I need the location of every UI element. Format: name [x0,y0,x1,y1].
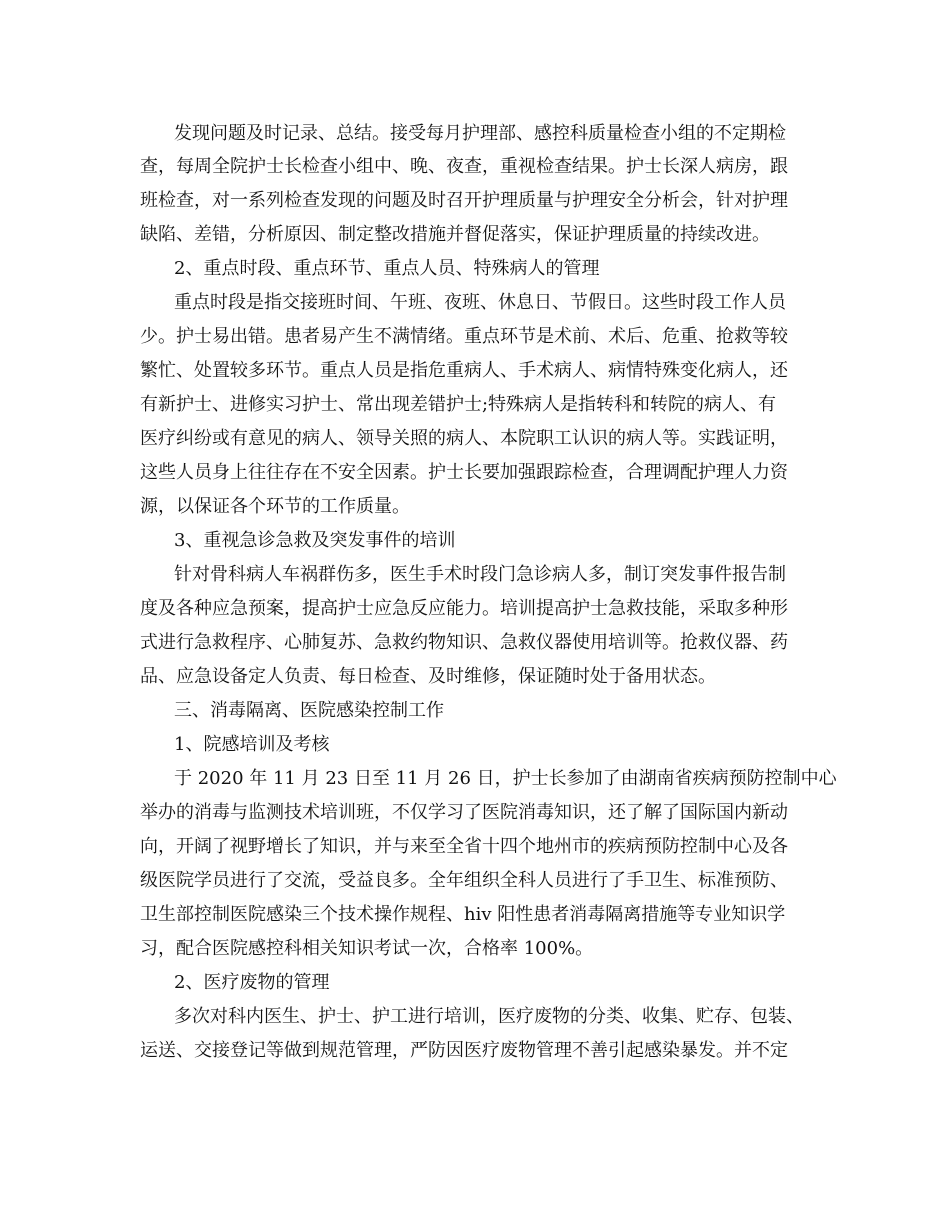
section-heading: 3、重视急诊急救及突发事件的培训 [174,530,456,551]
text-line: 针对骨科病人车祸群伤多，医生手术时段门急诊病人多，制订突发事件报告制 [174,564,786,585]
text-line: 繁忙、处置较多环节。重点人员是指危重病人、手术病人、病情特殊变化病人，还 [140,360,788,381]
text-line: 查，每周全院护士长检查小组中、晚、夜查，重视检查结果。护士长深人病房，跟 [140,156,788,177]
text-line: 级医院学员进行了交流，受益良多。全年组织全科人员进行了手卫生、标准预防、 [140,870,788,891]
section-heading: 2、重点时段、重点环节、重点人员、特殊病人的管理 [174,258,600,279]
text-line: 重点时段是指交接班时间、午班、夜班、休息日、节假日。这些时段工作人员 [174,292,786,313]
text-line: 这些人员身上往往存在不安全因素。护士长要加强跟踪检查，合理调配护理人力资 [140,462,788,483]
text-line: 班检查，对一系列检查发现的问题及时召开护理质量与护理安全分析会，针对护理 [140,190,788,211]
text-line: 向，开阔了视野增长了知识，并与来至全省十四个地州市的疾病预防控制中心及各 [140,836,788,857]
section-heading: 1、院感培训及考核 [174,734,330,755]
text-line: 运送、交接登记等做到规范管理，严防因医疗废物管理不善引起感染暴发。并不定 [140,1040,788,1061]
chapter-heading: 三、消毒隔离、医院感染控制工作 [174,700,444,721]
text-line: 举办的消毒与监测技术培训班，不仅学习了医院消毒知识，还了解了国际国内新动 [140,802,788,823]
text-line: 有新护士、进修实习护士、常出现差错护士;特殊病人是指转科和转院的病人、有 [140,394,777,415]
text-line: 卫生部控制医院感染三个技术操作规程、hiv 阳性患者消毒隔离措施等专业知识学 [140,904,786,925]
text-line: 式进行急救程序、心肺复苏、急救约物知识、急救仪器使用培训等。抢救仪器、药 [140,632,788,653]
text-line: 于 2020 年 11 月 23 日至 11 月 26 日，护士长参加了由湖南省疾病预防控制中心 [174,768,837,789]
text-line: 习，配合医院感控科相关知识考试一次，合格率 100%。 [140,938,594,959]
text-line: 发现问题及时记录、总结。接受每月护理部、感控科质量检查小组的不定期检 [174,123,786,144]
section-heading: 2、医疗废物的管理 [174,972,330,993]
text-line: 品、应急设备定人负责、每日检查、及时维修，保证随时处于备用状态。 [140,666,716,687]
text-line: 医疗纠纷或有意见的病人、领导关照的病人、本院职工认识的病人等。实践证明， [140,428,788,449]
text-line: 少。护士易出错。患者易产生不满情绪。重点环节是术前、术后、危重、抢救等较 [140,326,788,347]
text-line: 多次对科内医生、护士、护工进行培训，医疗废物的分类、收集、贮存、包装、 [174,1006,804,1027]
text-line: 缺陷、差错，分析原因、制定整改措施并督促落实，保证护理质量的持续改进。 [140,224,770,245]
text-line: 源，以保证各个环节的工作质量。 [140,496,410,517]
text-line: 度及各种应急预案，提高护士应急反应能力。培训提高护士急救技能，采取多种形 [140,598,788,619]
